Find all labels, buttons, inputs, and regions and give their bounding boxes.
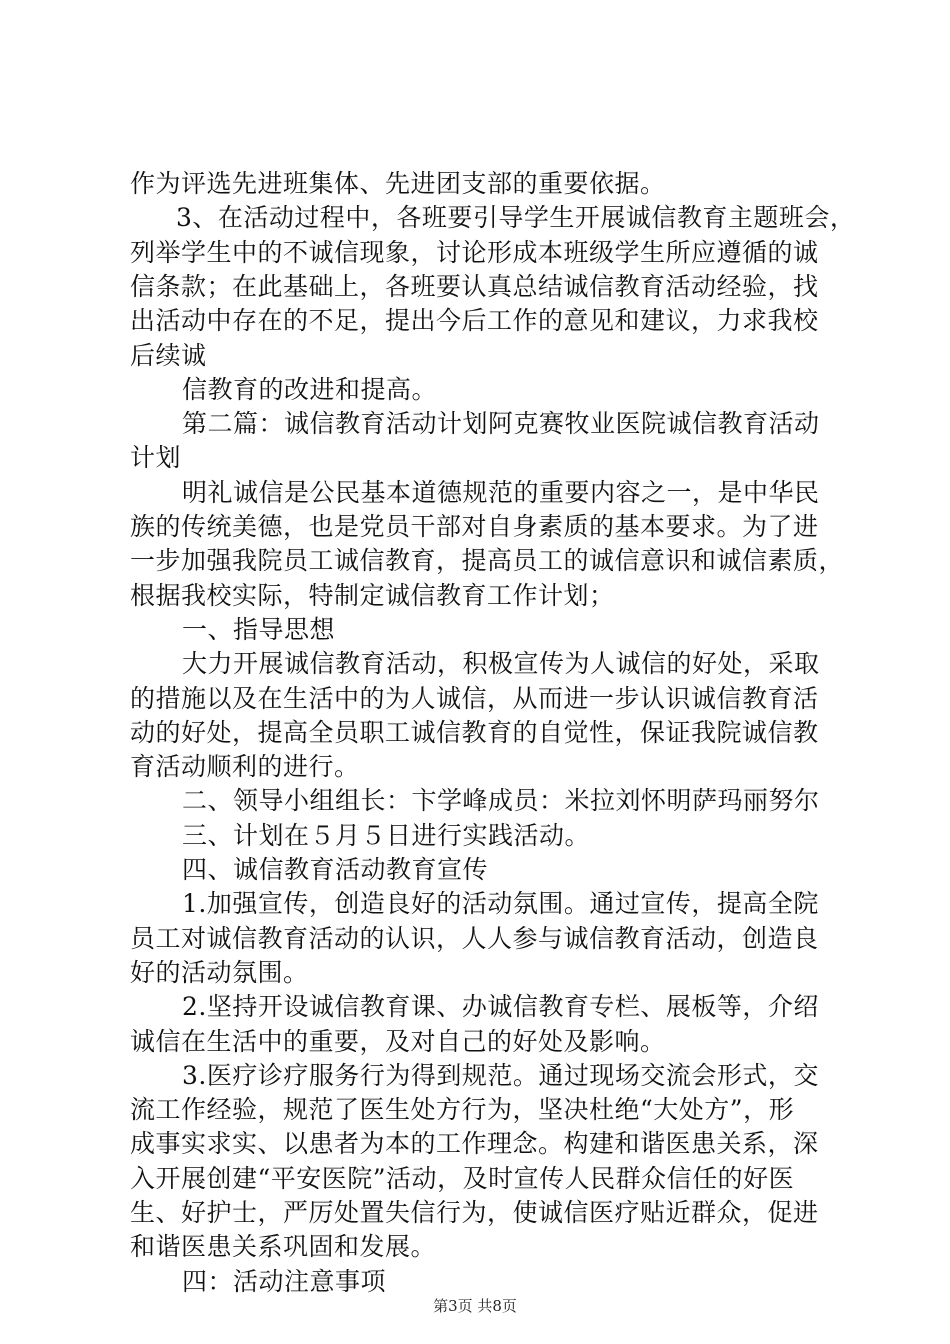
text-line: 动的好处，提高全员职工诚信教育的自觉性，保证我院诚信教 xyxy=(130,718,819,747)
text-line: 员工对诚信教育活动的认识，人人参与诚信教育活动，创造良 xyxy=(130,924,819,953)
section-heading: 三、计划在５月５日进行实践活动。 xyxy=(182,821,591,850)
text-line: 作为评选先进班集体、先进团支部的重要依据。 xyxy=(130,169,666,198)
text-line: 根据我校实际，特制定诚信教育工作计划； xyxy=(130,581,615,610)
text-line: 列举学生中的不诚信现象，讨论形成本班级学生所应遵循的诚 xyxy=(130,238,819,267)
text-line: 1.加强宣传，创造良好的活动氛围。通过宣传，提高全院 xyxy=(182,889,819,918)
text-line: 和谐医患关系巩固和发展。 xyxy=(130,1232,437,1261)
text-line: 的措施以及在生活中的为人诚信，从而进一步认识诚信教育活 xyxy=(130,684,819,713)
text-line: 后续诚 xyxy=(130,341,207,370)
section-heading: 二、领导小组组长：卞学峰成员：米拉刘怀明萨玛丽努尔 xyxy=(182,786,820,815)
page-number: 第3页 共8页 xyxy=(433,1297,517,1315)
text-line: 信条款；在此基础上，各班要认真总结诚信教育活动经验，找 xyxy=(130,272,819,301)
text-line: 生、好护士，严厉处置失信行为，使诚信医疗贴近群众，促进 xyxy=(130,1198,819,1227)
text-line: 3、在活动过程中，各班要引导学生开展诚信教育主题班会， xyxy=(176,203,856,232)
text-line: 出活动中存在的不足，提出今后工作的意见和建议，力求我校 xyxy=(130,306,819,335)
section-heading: 一、指导思想 xyxy=(182,615,336,644)
text-line: 大力开展诚信教育活动，积极宣传为人诚信的好处，采取 xyxy=(182,649,820,678)
text-line: 好的活动氛围。 xyxy=(130,958,309,987)
section-heading: 四、诚信教育活动教育宣传 xyxy=(182,855,489,884)
text-line: 成事实求实、以患者为本的工作理念。构建和谐医患关系，深 xyxy=(130,1129,819,1158)
text-line: 诚信在生活中的重要，及对自己的好处及影响。 xyxy=(130,1027,666,1056)
text-line: 育活动顺利的进行。 xyxy=(130,752,360,781)
text-line: 一步加强我院员工诚信教育，提高员工的诚信意识和诚信素质， xyxy=(130,546,845,575)
text-line: 族的传统美德，也是党员干部对自身素质的基本要求。为了进 xyxy=(130,512,819,541)
section-heading: 计划 xyxy=(130,443,182,472)
text-line: 信教育的改进和提高。 xyxy=(182,375,438,404)
text-line: 流工作经验，规范了医生处方行为，坚决杜绝“大处方”，形 xyxy=(130,1095,795,1124)
section-heading: 四：活动注意事项 xyxy=(182,1267,387,1296)
text-line: 3.医疗诊疗服务行为得到规范。通过现场交流会形式，交 xyxy=(182,1061,819,1090)
text-line: 入开展创建“平安医院”活动，及时宣传人民群众信任的好医 xyxy=(130,1164,795,1193)
text-line: 2.坚持开设诚信教育课、办诚信教育专栏、展板等，介绍 xyxy=(182,992,819,1021)
text-line: 明礼诚信是公民基本道德规范的重要内容之一，是中华民 xyxy=(182,478,820,507)
section-heading: 第二篇：诚信教育活动计划阿克赛牧业医院诚信教育活动 xyxy=(182,409,820,438)
